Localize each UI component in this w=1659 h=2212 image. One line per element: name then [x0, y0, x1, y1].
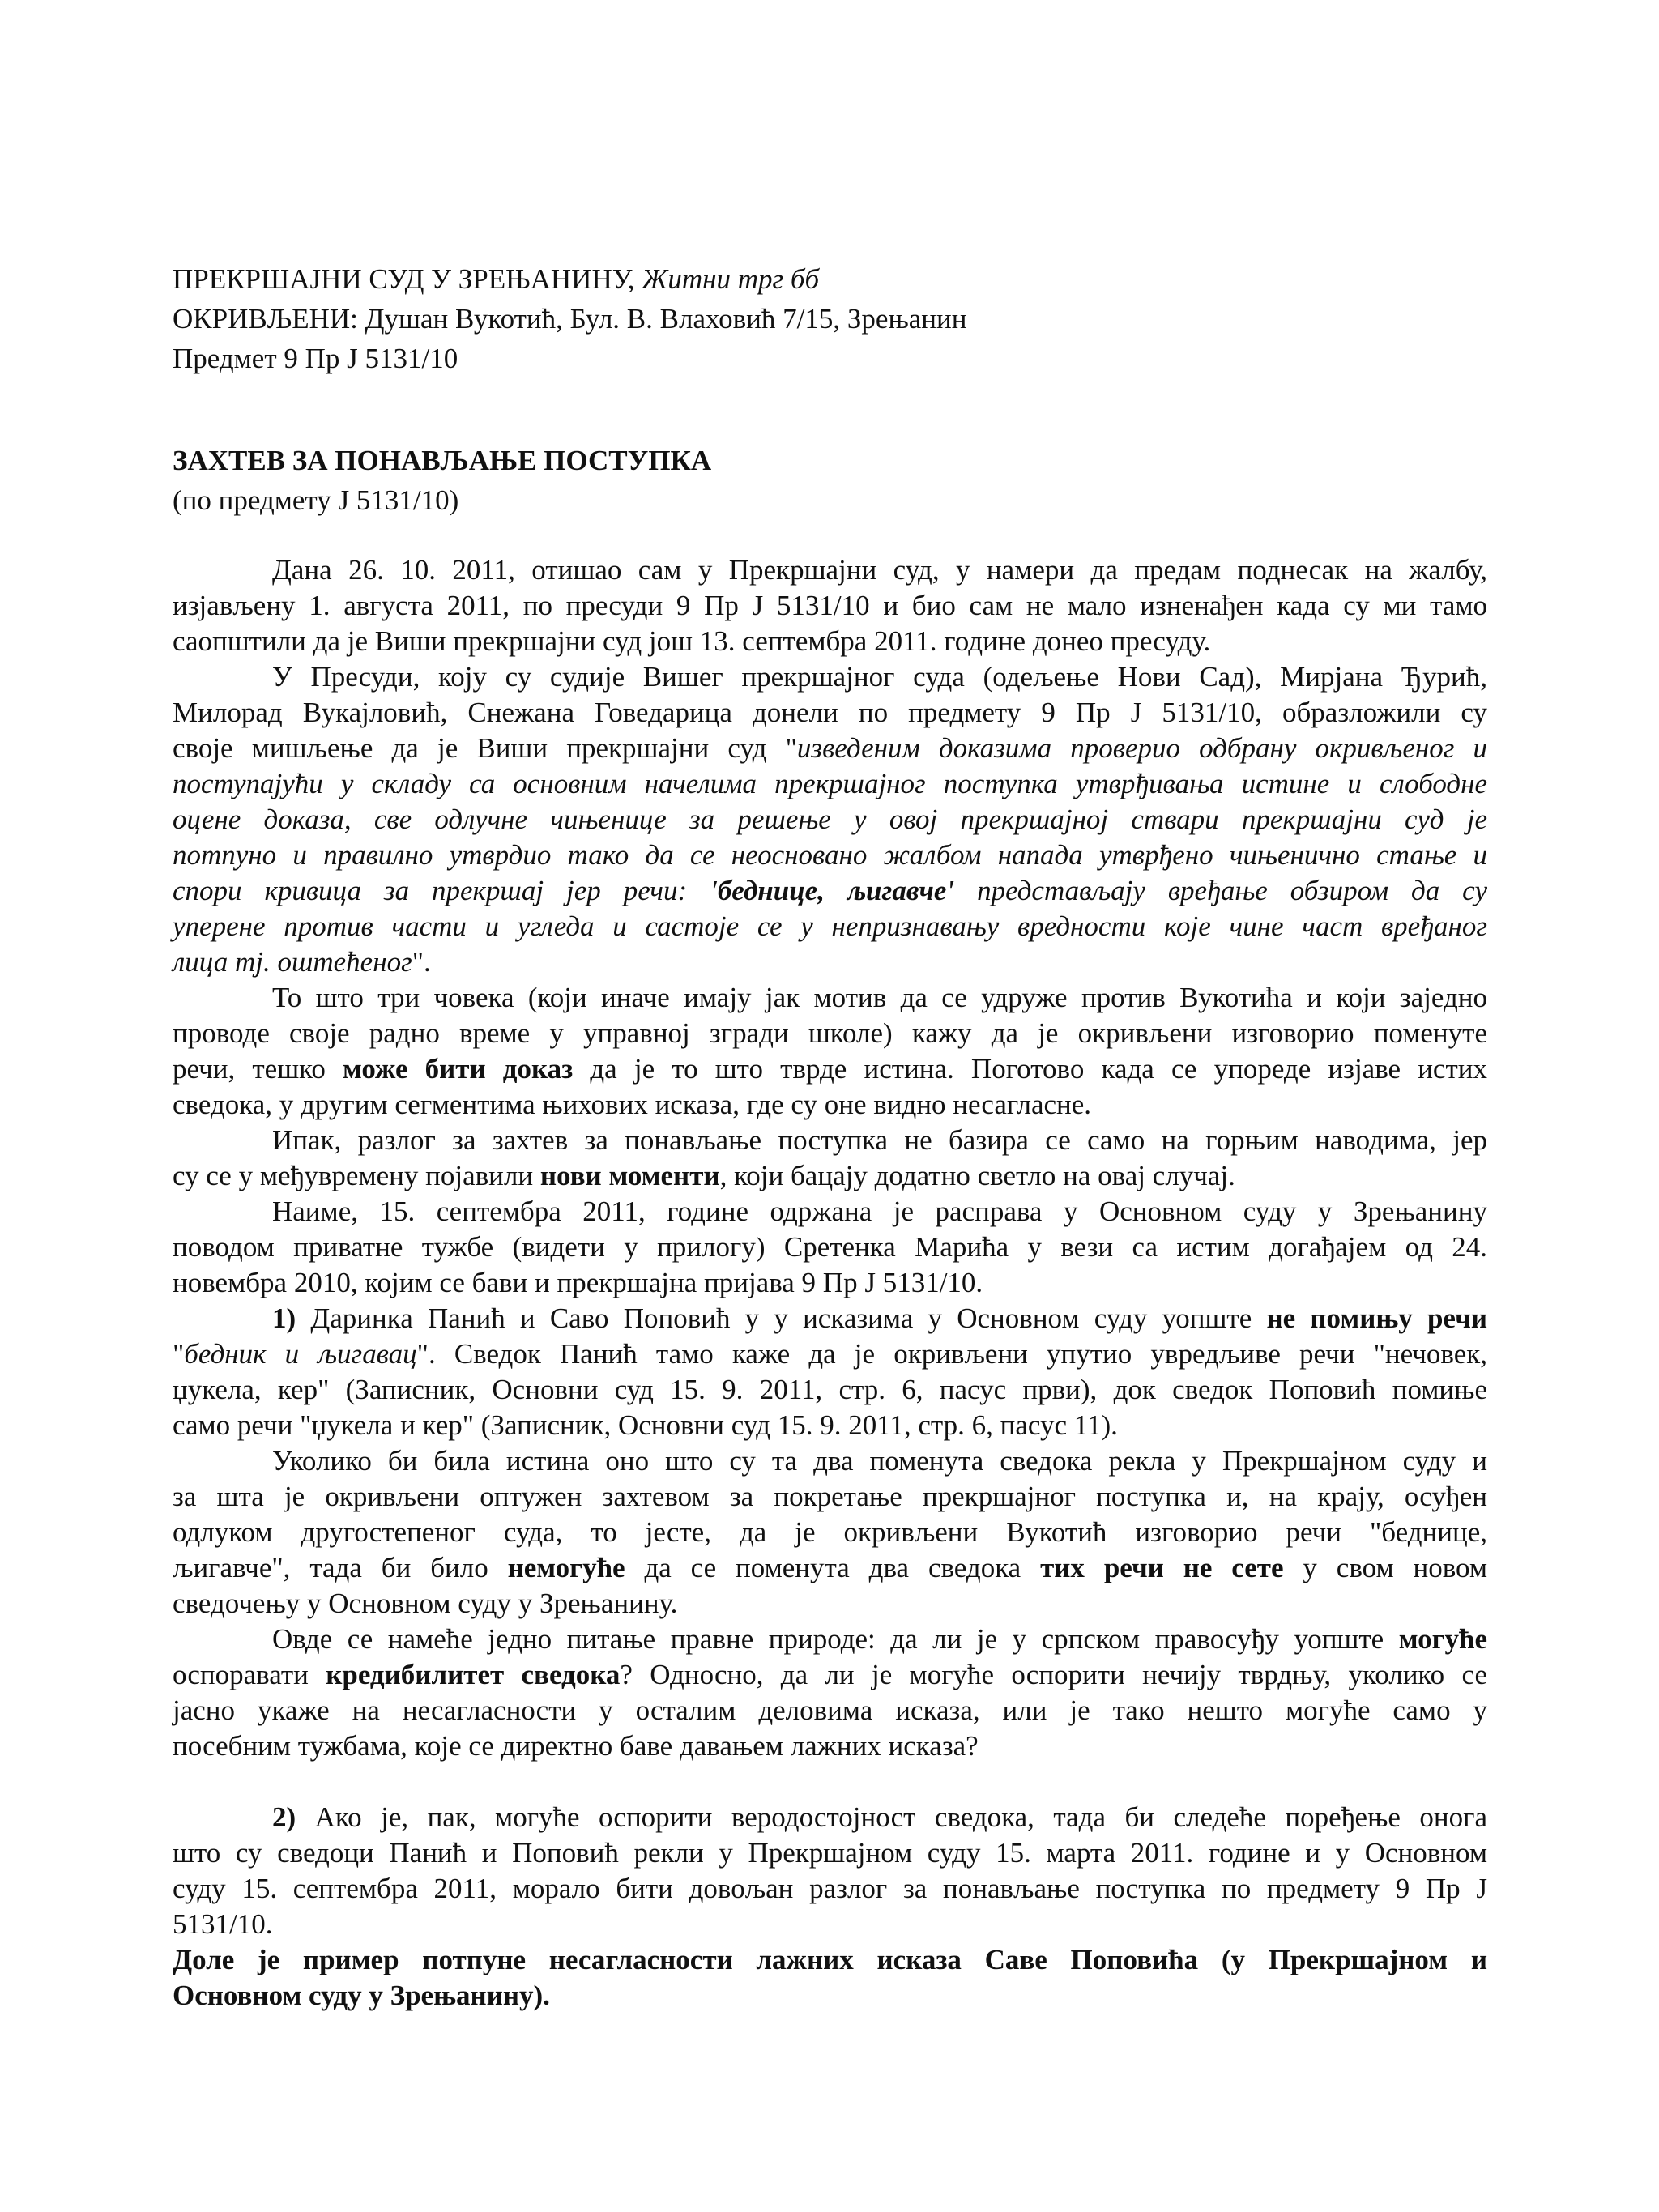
paragraph-2-line: У Пресуди, коју су судије Вишег прекршајног суда (одељење Нови Сад), Мирјана Ђурић, [272, 661, 1487, 693]
document-subtitle: (по предмету Ј 5131/10) [173, 484, 459, 516]
paragraph-5-line: поводом приватне тужбе (видети у прилогу) Сретенка Марића у вези са истим догађајем од 24. [173, 1231, 1487, 1263]
paragraph-9-line: 2) Ако је, пак, могуће оспорити веродостојност сведока, тада би следеће поређење онога [272, 1801, 1487, 1833]
paragraph-1-line: Дана 26. 10. 2011, отишао сам у Прекршајни суд, у намери да предам поднесак на жалбу, [272, 554, 1487, 586]
paragraph-8-line: јасно укаже на несагласности у осталим деловима исказа, или је тако нешто могуће само у [173, 1694, 1487, 1726]
paragraph-8-line: Овде се намеће једно питање правне природе: да ли је у српском правосуђу уопште могуће [272, 1623, 1487, 1655]
quote-line: оцене доказа, све одлучне чињенице за решење у овој прекршајној ствари прекршајни суд је [173, 803, 1487, 835]
paragraph-5-line: новембра 2010, којим се бави и прекршајна пријава 9 Пр Ј 5131/10. [173, 1267, 983, 1298]
paragraph-9-line: суду 15. септембра 2011, морало бити довољан разлог за понављање поступка по предмету 9 Пр Ј [173, 1873, 1487, 1904]
paragraph-6-line: џукела, кер" (Записник, Основни суд 15. 9. 2011, стр. 6, пасус први), док сведок Поповић помиње [173, 1374, 1487, 1405]
header-court-line: ПРЕКРШАЈНИ СУД У ЗРЕЊАНИНУ, Житни трг бб [173, 263, 820, 295]
quote-line: потпуно и правилно утврдио тако да се неосновано жалбом напада утврђено чињенично стање и [173, 839, 1487, 871]
paragraph-4-line: су се у међувремену појавили нови моменти, који бацају додатно светло на овај случај. [173, 1160, 1235, 1191]
quote-line: лица тј. оштећеног". [173, 946, 431, 978]
paragraph-8-line: посебним тужбама, које се директно баве давањем лажних исказа? [173, 1730, 979, 1762]
header-defendant-line: ОКРИВЉЕНИ: Душан Вукотић, Бул. В. Влаховић 7/15, Зрењанин [173, 303, 967, 335]
paragraph-3-line: То што три човека (који иначе имају јак мотив да се удруже против Вукотића и који заједно [272, 982, 1487, 1013]
paragraph-9-line: 5131/10. [173, 1908, 273, 1940]
closing-statement-line: Основном суду у Зрењанину). [173, 1980, 550, 2011]
paragraph-7-line: љигавче", тада би било немогуће да се поменута два сведока тих речи не сете у свом новом [173, 1552, 1487, 1583]
paragraph-5-line: Наиме, 15. септембра 2011, године одржана је расправа у Основном суду у Зрењанину [272, 1196, 1487, 1227]
paragraph-1-line: саопштили да је Виши прекршајни суд још 13. септембра 2011. године донео пресуду. [173, 625, 1211, 657]
paragraph-2-line: своје мишљење да је Виши прекршајни суд "изведеним доказима проверио одбрану окривљеног и [173, 732, 1488, 764]
paragraph-3-line: речи, тешко може бити доказ да је то што тврде истина. Поготово када се упореде изјаве истих [173, 1053, 1487, 1085]
paragraph-7-line: Уколико би била истина оно што су та два поменута сведока рекла у Прекршајном суду и [272, 1445, 1487, 1477]
quote-line: спори кривица за прекршај јер речи: 'беднице, љигавче' представљају вређање обзиром да су [173, 875, 1487, 906]
paragraph-3-line: сведока, у другим сегментима њихових исказа, где су оне видно несагласне. [173, 1089, 1092, 1120]
document-title: ЗАХТЕВ ЗА ПОНАВЉАЊЕ ПОСТУПКА [173, 445, 712, 476]
quote-line: поступајући у складу са основним начелима прекршајног поступка утврђивања истине и слободне [173, 768, 1487, 799]
paragraph-6-line: "бедник и љигавац". Сведок Панић тамо каже да је окривљени упутио увредљиве речи "нечовек, [173, 1338, 1488, 1370]
paragraph-2-line: Милорад Вукајловић, Снежана Говедарица донели по предмету 9 Пр Ј 5131/10, образложили су [173, 697, 1487, 728]
paragraph-4-line: Ипак, разлог за захтев за понављање поступка не базира се само на горњим наводима, јер [272, 1124, 1487, 1156]
quote-line: уперене против части и угледа и састоје се у непризнавању вредности које чине част вређаног [173, 910, 1487, 942]
paragraph-1-line: изјављену 1. августа 2011, по пресуди 9 Пр Ј 5131/10 и био сам не мало изненађен када су ми тамо [173, 590, 1487, 621]
closing-statement-line: Доле је пример потпуне несагласности лажних исказа Саве Поповића (у Прекршајном и [173, 1944, 1487, 1975]
paragraph-7-line: одлуком другостепеног суда, то јесте, да је окривљени Вукотић изговорио речи "беднице, [173, 1516, 1487, 1548]
paragraph-3-line: проводе своје радно време у управној згради школе) кажу да је окривљени изговорио поменуте [173, 1017, 1487, 1049]
header-case-line: Предмет 9 Пр Ј 5131/10 [173, 343, 458, 374]
paragraph-6-line: 1) Даринка Панић и Саво Поповић у у исказима у Основном суду уопште не помињу речи [272, 1302, 1487, 1334]
paragraph-8-line: оспоравати кредибилитет сведока? Односно, да ли је могуће оспорити нечију тврдњу, уколико се [173, 1659, 1487, 1690]
paragraph-6-line: само речи "џукела и кер" (Записник, Основни суд 15. 9. 2011, стр. 6, пасус 11). [173, 1409, 1118, 1441]
paragraph-9-line: што су сведоци Панић и Поповић рекли у Прекршајном суду 15. марта 2011. године и у Основном [173, 1837, 1487, 1869]
paragraph-7-line: за шта је окривљени оптужен захтевом за покретање прекршајног поступка и, на крају, осуђен [173, 1481, 1487, 1512]
paragraph-7-line: сведочењу у Основном суду у Зрењанину. [173, 1588, 678, 1619]
